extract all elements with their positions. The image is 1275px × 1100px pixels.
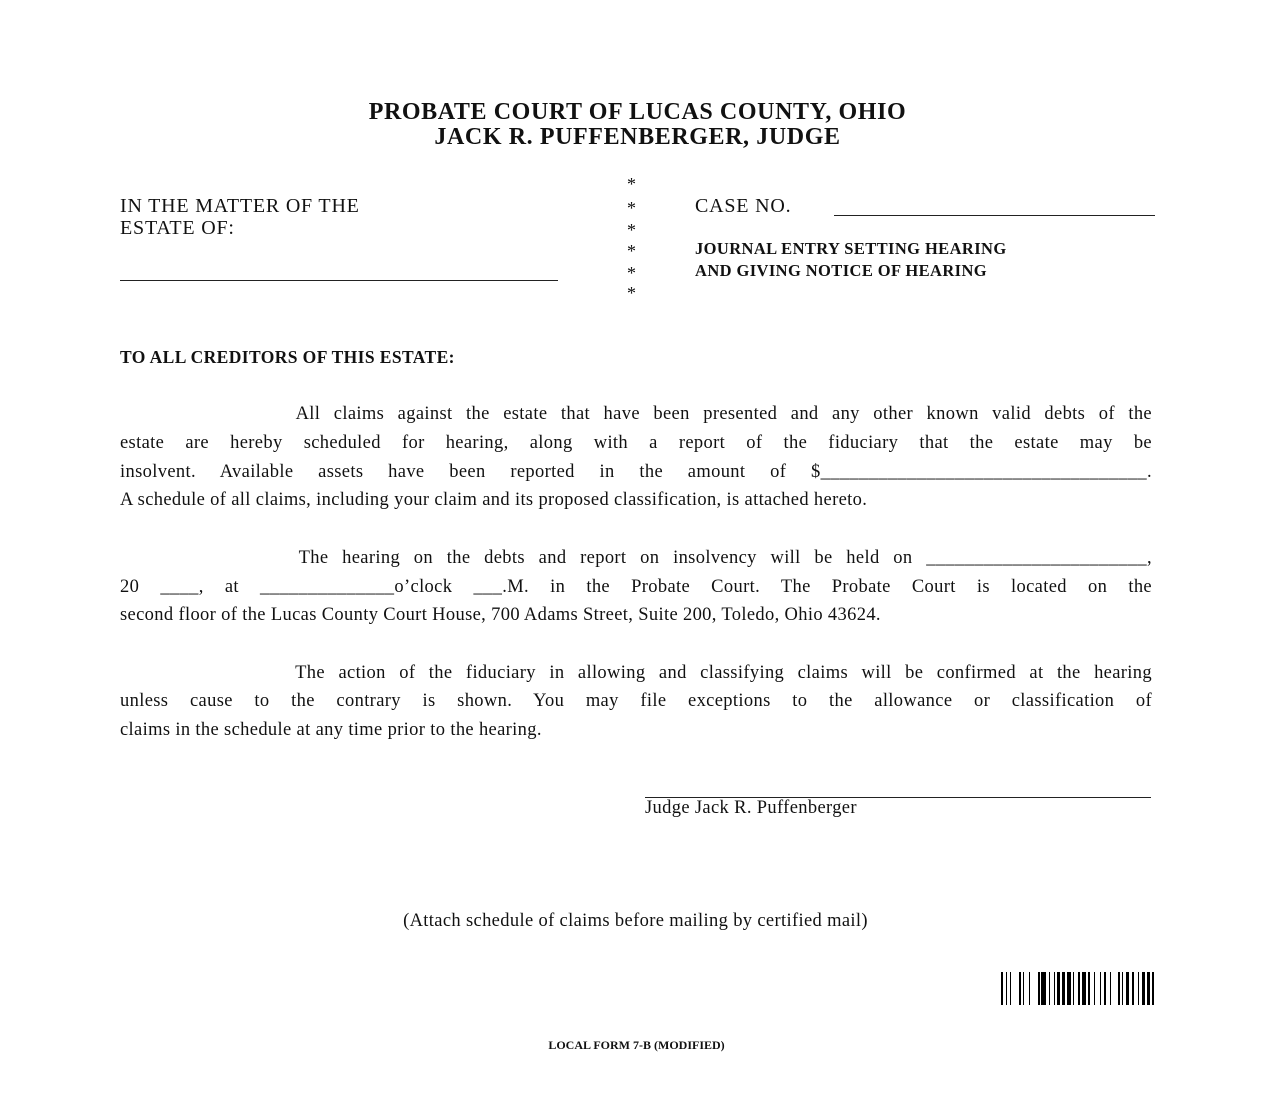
- barcode-bar: [1049, 972, 1050, 1005]
- caption-star: *: [627, 241, 636, 261]
- barcode-bar: [1122, 972, 1123, 1005]
- barcode-bar: [1006, 972, 1007, 1005]
- barcode-bar: [1067, 972, 1071, 1005]
- estate-name-blank[interactable]: [120, 280, 558, 281]
- case-no-blank[interactable]: [834, 215, 1155, 216]
- paragraph-line: All claims against the estate that have been presented and any other known valid debts of the: [120, 404, 1152, 424]
- barcode-bar: [1001, 972, 1003, 1005]
- judge-title: JACK R. PUFFENBERGER, JUDGE: [434, 124, 841, 150]
- barcode-bar: [1094, 972, 1095, 1005]
- barcode-bar: [1100, 972, 1101, 1005]
- salutation: TO ALL CREDITORS OF THIS ESTATE:: [120, 347, 455, 367]
- attach-note: (Attach schedule of claims before mailing by certified mail): [403, 911, 868, 931]
- barcode-bar: [1019, 972, 1021, 1005]
- barcode-bar: [1062, 972, 1065, 1005]
- barcode-bar: [1029, 972, 1030, 1005]
- barcode-bar: [1010, 972, 1011, 1005]
- caption-star: *: [627, 283, 636, 303]
- barcode: [1000, 972, 1155, 1005]
- entry-title-1: JOURNAL ENTRY SETTING HEARING: [695, 239, 1007, 258]
- barcode-bar: [1152, 972, 1154, 1005]
- barcode-bar: [1142, 972, 1145, 1005]
- barcode-bar: [1038, 972, 1040, 1005]
- barcode-bar: [1126, 972, 1129, 1005]
- paragraph-line: unless cause to the contrary is shown. You may file exceptions to the allowance or classification of: [120, 691, 1152, 711]
- barcode-bar: [1104, 972, 1106, 1005]
- paragraph-line: 20 ____, at ______________o’clock ___.M. in the Probate Court. The Probate Court is located on the: [120, 577, 1152, 597]
- barcode-bar: [1118, 972, 1120, 1005]
- entry-title-2: AND GIVING NOTICE OF HEARING: [695, 261, 988, 280]
- barcode-bar: [1054, 972, 1055, 1005]
- barcode-bar: [1082, 972, 1086, 1005]
- barcode-bar: [1073, 972, 1074, 1005]
- paragraph-line: claims in the schedule at any time prior to the hearing.: [120, 720, 542, 740]
- court-title: PROBATE COURT OF LUCAS COUNTY, OHIO: [368, 99, 907, 125]
- barcode-bar: [1088, 972, 1090, 1005]
- paragraph-line: The hearing on the debts and report on insolvency will be held on _______________________,: [120, 548, 1152, 568]
- paragraph-line: A schedule of all claims, including your claim and its proposed classification, is attached hereto.: [120, 490, 868, 510]
- barcode-bar: [1147, 972, 1150, 1005]
- caption-star: *: [627, 263, 636, 283]
- case-no-label: CASE NO.: [695, 195, 792, 217]
- caption-star: *: [627, 198, 636, 218]
- paragraph-line: The action of the fiduciary in allowing and classifying claims will be confirmed at the hearing: [120, 663, 1152, 683]
- form-footer: LOCAL FORM 7-B (MODIFIED): [548, 1038, 725, 1052]
- barcode-bar: [1132, 972, 1134, 1005]
- barcode-bar: [1110, 972, 1111, 1005]
- barcode-bar: [1041, 972, 1046, 1005]
- barcode-bar: [1057, 972, 1060, 1005]
- matter-label-2: ESTATE OF:: [120, 217, 235, 239]
- caption-star: *: [627, 220, 636, 240]
- paragraph-line: estate are hereby scheduled for hearing, along with a report of the fiduciary that the estate may be: [120, 433, 1152, 453]
- caption-star: *: [627, 174, 636, 194]
- paragraph-line: second floor of the Lucas County Court House, 700 Adams Street, Suite 200, Toledo, Ohio 43624.: [120, 605, 881, 625]
- barcode-bar: [1023, 972, 1024, 1005]
- signature-name: Judge Jack R. Puffenberger: [645, 798, 857, 818]
- paragraph-line: insolvent. Available assets have been reported in the amount of $__________________________________.: [120, 462, 1152, 482]
- barcode-bar: [1078, 972, 1080, 1005]
- barcode-bar: [1138, 972, 1139, 1005]
- matter-label-1: IN THE MATTER OF THE: [120, 195, 360, 217]
